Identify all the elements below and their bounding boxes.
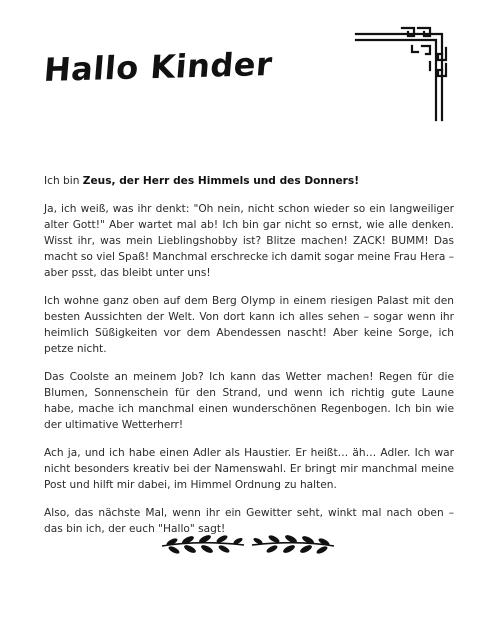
paragraph: Das Coolste an meinem Job? Ich kann das Wetter machen! Regen für die Blumen, Sonnenschein für den Strand, und wenn ich richtig gute Laune habe, mache ich manchmal einen wunderschönen Regenbogen. Ich bin wie der ultimative Wetterherr! [44,371,454,431]
greek-key-corner-ornament-icon [352,26,448,124]
laurel-branch-divider-icon [158,530,338,560]
intro-paragraph [44,173,454,189]
paragraph: Ja, ich weiß, was ihr denkt: "Oh nein, nicht schon wieder so ein langweiliger alter Gott!" Aber wartet mal ab! Ich bin gar nicht so ernst, wie alle denken. Wisst ihr, was mein Lieblingshobby ist? Blitze machen! ZACK! BUMM! Das macht so viel Spaß! Manchmal erschrecke ich damit sogar meine Frau Hera – aber psst, das bleibt unter uns! [44,203,454,279]
letter-body [44,173,454,549]
paragraph: Ach ja, und ich habe einen Adler als Haustier. Er heißt… äh… Adler. Ich war nicht besonders kreativ bei der Namenswahl. Er bringt mir manchmal meine Post und hilft mir dabei, im Himmel Ordnung zu halten. [44,447,454,491]
intro-bold-text: Zeus, der Herr des Himmels und des Donners! [82,175,360,187]
paragraph: Ich wohne ganz oben auf dem Berg Olymp in einem riesigen Palast mit den besten Aussichten der Welt. Von dort kann ich alles sehen – sogar wenn ihr heimlich Süßigkeiten vor dem Abendessen nascht! Aber keine Sorge, ich petze nicht. [44,295,454,355]
page-title: Hallo Kinder [42,44,274,90]
intro-prefix: Ich bin [44,175,83,187]
paragraph: Also, das nächste Mal, wenn ihr ein Gewitter seht, winkt mal nach oben – das bin ich, der euch "Hallo" sagt! [44,507,454,535]
